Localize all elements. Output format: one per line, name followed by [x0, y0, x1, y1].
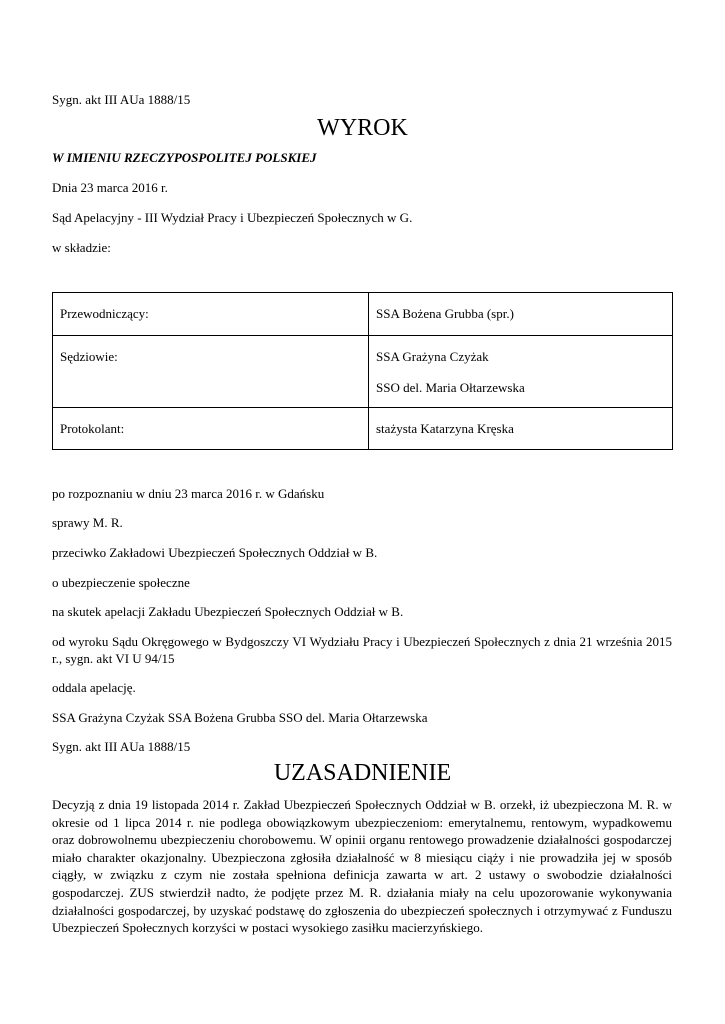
justification-signature: Sygn. akt III AUa 1888/15 — [52, 739, 191, 754]
panel-role: Protokolant: — [53, 408, 369, 450]
court-line: Sąd Apelacyjny - III Wydział Pracy i Ubezpieczeń Społecznych w G. — [52, 210, 413, 225]
panel-member: SSO del. Maria Ołtarzewska — [376, 380, 525, 395]
panel-member: stażysta Katarzyna Kręska — [376, 420, 514, 436]
ruling-line: oddala apelację. — [52, 680, 136, 695]
signatures-line: SSA Grażyna Czyżak SSA Bożena Grubba SSO del. Maria Ołtarzewska — [52, 710, 428, 725]
composition-line: w składzie: — [52, 240, 111, 255]
panel-table — [52, 292, 673, 450]
date-line: Dnia 23 marca 2016 r. — [52, 180, 168, 195]
document-title: WYROK — [317, 115, 408, 141]
subject-line: o ubezpieczenie społeczne — [52, 575, 190, 590]
panel-role: Sędziowie: — [53, 336, 369, 408]
panel-members — [369, 293, 673, 336]
panel-role: Przewodniczący: — [53, 293, 369, 336]
against-line: przeciwko Zakładowi Ubezpieczeń Społecznych Oddział w B. — [52, 545, 378, 560]
panel-members — [369, 336, 673, 408]
panel-row-chair — [53, 293, 673, 336]
panel-member: SSA Bożena Grubba (spr.) — [376, 306, 514, 321]
panel-row-judges — [53, 336, 673, 408]
panel-member: SSA Grażyna Czyżak — [376, 349, 489, 364]
case-line: sprawy M. R. — [52, 515, 123, 530]
justification-paragraph: Decyzją z dnia 19 listopada 2014 r. Zakład Ubezpieczeń Społecznych Oddział w B. orzekł, iż ubezpieczona M. R. w okresie od 1 lipca 2014 r. nie podlega obowiązkowym ubezpieczeniom: emerytalnemu, rentowym, wypadkowemu oraz dobrowolnemu ubezpieczeniu chorobowemu. W opinii organu rentowego prowadzenie działalności gospodarczej miało charakter okazjonalny. Ubezpieczona zgłosiła działalność w 8 miesiącu ciąży i nie prowadziła jej w sposób ciągły, w związku z czym nie została spełniona definicja zawarta w art. 2 ustawy o swobodzie działalności gospodarczej. ZUS stwierdził nadto, że podjęte przez M. R. działania miały na celu upozorowanie wykonywania działalności gospodarczej, by uzyskać podstawę do zgłoszenia do ubezpieczeń społecznych i otrzymywać z Funduszu Ubezpieczeń Społecznych korzyści w postaci wysokiego zasiłku macierzyńskiego. — [52, 797, 672, 936]
panel-row-clerk — [53, 408, 673, 450]
judgment-line: od wyroku Sądu Okręgowego w Bydgoszczy VI Wydziału Pracy i Ubezpieczeń Społecznych z dnia 21 września 2015 r., sygn. akt VI U 94/15 — [52, 634, 672, 666]
panel-members — [369, 408, 673, 450]
justification-title: UZASADNIENIE — [273, 760, 452, 786]
appeal-line: na skutek apelacji Zakładu Ubezpieczeń Społecznych Oddział w B. — [52, 604, 404, 619]
hearing-line: po rozpoznaniu w dniu 23 marca 2016 r. w Gdańsku — [52, 486, 325, 501]
document-subtitle: W IMIENIU RZECZYPOSPOLITEJ POLSKIEJ — [52, 150, 317, 165]
case-signature: Sygn. akt III AUa 1888/15 — [52, 92, 191, 107]
